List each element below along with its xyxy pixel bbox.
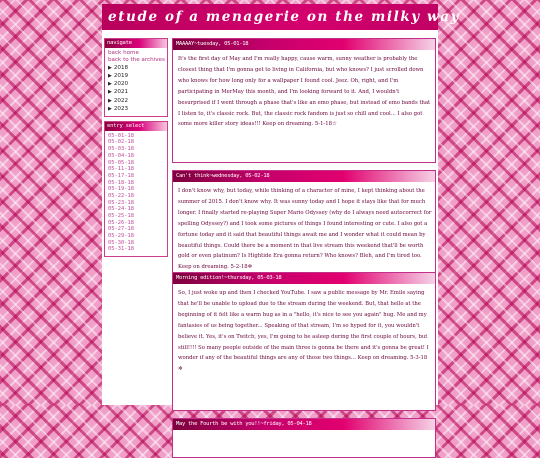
- blog-post: [172, 418, 436, 458]
- entry-link[interactable]: 05-30-18: [108, 239, 134, 246]
- back-to-archives-link[interactable]: back to the archives: [108, 56, 165, 63]
- post-body: It's the first day of May and I'm really happy, cause warm, sunny weather is probably the closest thing that I'm gonna get to living in California, but who knows? I just scrolled down who knows for how long only for a wallpaper I found cool. Jeez. Oh, right, and I'm participating in MerMay this month, and I'm looking forward to it. And, I wouldn't besurprised if I went through a phase that's like an emo phase, but instead of emo bands that I listen to, it's classic rock. But, the classic rock fandom is just so chill and cool... I also got some more killer story ideas!!! Keep on dreaming. 5-1-18☆: [178, 56, 431, 128]
- entry-link[interactable]: 05-18-18: [108, 179, 134, 186]
- expand-triangle-icon: ▶: [108, 105, 112, 112]
- expand-triangle-icon: ▶: [108, 65, 112, 72]
- entry-link[interactable]: 05-11-18: [108, 166, 134, 173]
- post-heading: Morning edition!~thursday, 05-03-18: [173, 273, 435, 284]
- year-label: 2022: [113, 97, 129, 104]
- post-body: I don't know why, but today, while thinking of a character of mine, I kept thinking about the summer of 2015. I don't know why. It was sunny today and I hope it stays like that for much longer. I finally started re-playing Super Mario Odyssey (why do I always need autocorrect for spelling Odyssey?) and I took some pictures of things I found interesting or cute. I also got a fortune today and it said that beautiful things await me and I wonder what it could mean by beautiful things. Could there be a moment in that live stream this weekend that'll be worth gold or even platinum? Is Hightide Era gonna return? Who knows? Bleh, and I'm tired too. Keep on dreaming. 5-2-18✲: [178, 188, 432, 271]
- expand-triangle-icon: ▶: [108, 73, 112, 80]
- entry-link[interactable]: 05-27-18: [108, 226, 134, 233]
- entry-link[interactable]: 05-31-18: [108, 246, 134, 253]
- expand-triangle-icon: ▶: [108, 89, 112, 96]
- entry-link[interactable]: 05-02-18: [108, 139, 134, 146]
- site-title: etude of a menagerie on the milky way: [102, 4, 438, 30]
- entry-link[interactable]: 05-01-18: [108, 132, 134, 139]
- entry-link[interactable]: 05-26-18: [108, 219, 134, 226]
- year-label: 2021: [113, 89, 129, 96]
- expand-triangle-icon: ▶: [108, 81, 112, 88]
- entry-link[interactable]: 05-23-18: [108, 199, 134, 206]
- blog-post: [172, 272, 436, 411]
- navigate-body: [105, 48, 167, 116]
- entry-link[interactable]: 05-24-18: [108, 206, 134, 213]
- navigate-box: [104, 38, 168, 117]
- post-body: [173, 430, 435, 438]
- year-2018[interactable]: [108, 64, 165, 72]
- year-2021[interactable]: [108, 88, 165, 96]
- entry-select-box: [104, 121, 168, 257]
- blog-post: [172, 38, 436, 163]
- entry-select-heading: entry select: [105, 122, 167, 131]
- entry-link[interactable]: 05-04-18: [108, 152, 134, 159]
- post-heading: May the Fourth be with you!!~friday, 05-04-18: [173, 419, 435, 430]
- entry-select-body: [105, 131, 167, 256]
- entry-link[interactable]: 05-29-18: [108, 233, 134, 240]
- year-label: 2018: [113, 65, 129, 72]
- entry-link[interactable]: 05-17-18: [108, 172, 134, 179]
- post-body: So, I just woke up and then I checked YouTube. I saw a public message by Mr. Emile saying that he'll be unable to upload due to the stream during the weekend. But, that hello at the beginning of it felt like a warm hug as in a "hello, it's nice to see you again" hug. Me and my fantasies of us being together... Speaking of that stream, I'm so hyped for it, you wouldn't believe it. Yes, it's on Twitch, yes, I'm going to be asleep during the first couple of hours, but still!!!! So many people outside of the main three is gonna be there and it's gonna be great! I wonder if any of the beautiful things are any of those two things... Keep on dreaming. 5-3-18 ✲: [178, 290, 429, 373]
- page-container: [102, 4, 461, 427]
- post-heading: MAAAAY~tuesday, 05-01-18: [173, 39, 435, 50]
- year-label: 2019: [113, 73, 129, 80]
- year-label: 2020: [113, 81, 129, 88]
- year-label: 2023: [113, 105, 129, 112]
- post-heading: Can't think~wednesday, 05-02-18: [173, 171, 435, 182]
- expand-triangle-icon: ▶: [108, 97, 112, 104]
- year-2019[interactable]: [108, 72, 165, 80]
- entry-link[interactable]: 05-03-18: [108, 146, 134, 153]
- navigate-heading: navigate: [105, 39, 167, 48]
- entry-link[interactable]: 05-22-18: [108, 192, 134, 199]
- year-2022[interactable]: [108, 97, 165, 105]
- entry-link[interactable]: 05-19-18: [108, 186, 134, 193]
- year-2020[interactable]: [108, 80, 165, 88]
- entry-link[interactable]: 05-05-18: [108, 159, 134, 166]
- entry-link[interactable]: 05-25-18: [108, 213, 134, 219]
- sidebar: [104, 38, 168, 261]
- year-2023[interactable]: [108, 105, 165, 113]
- back-home-link[interactable]: back home: [108, 50, 139, 56]
